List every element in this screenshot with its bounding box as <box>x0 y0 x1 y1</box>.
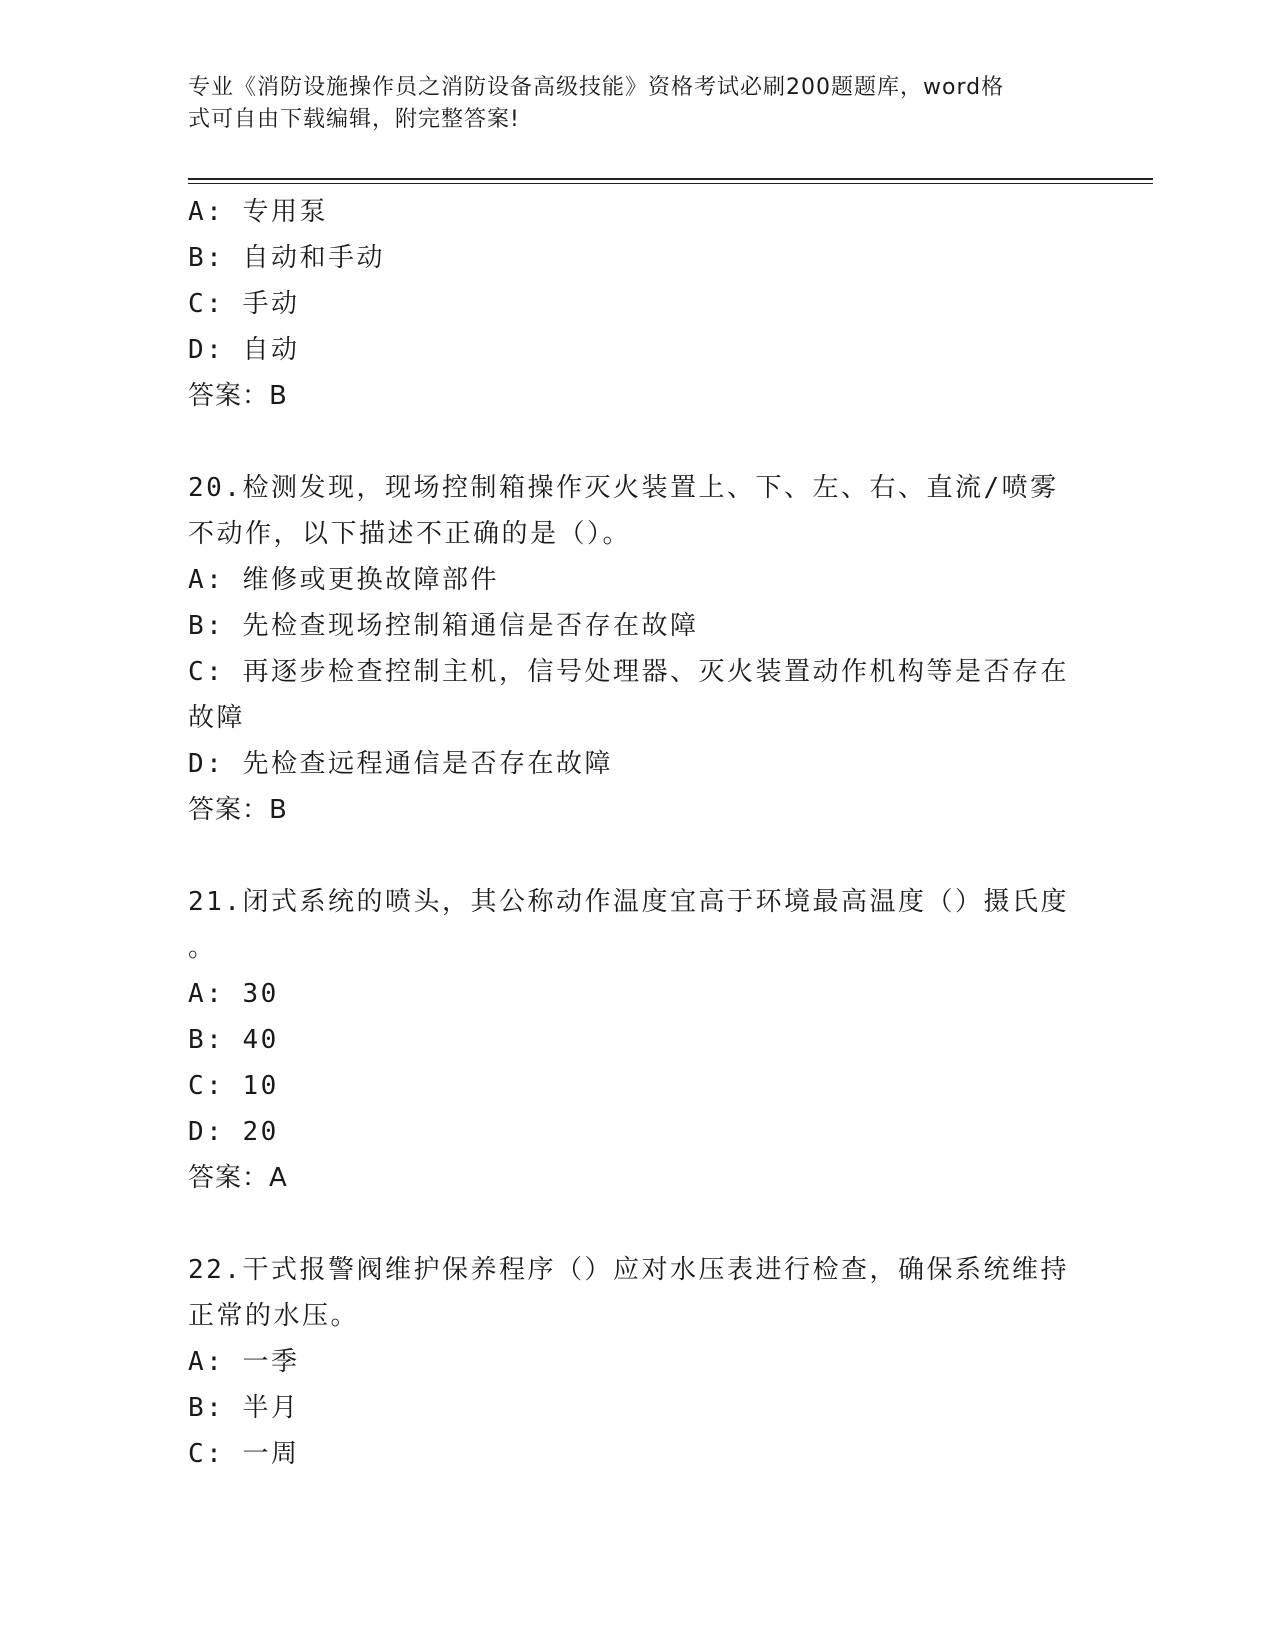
spacer <box>188 1201 1088 1247</box>
question-text-line-1: 21.闭式系统的喷头，其公称动作温度宜高于环境最高温度（）摄氏度 <box>188 887 1069 917</box>
spacer <box>188 833 1088 879</box>
question-text-line-1: 22.干式报警阀维护保养程序（）应对水压表进行检查，确保系统维持 <box>188 1255 1069 1285</box>
option-c: C: 一周 <box>188 1439 300 1469</box>
question-22 <box>188 1247 1088 1477</box>
option-b: B: 40 <box>188 1025 279 1055</box>
header-divider-thin <box>188 183 1153 184</box>
question-21 <box>188 879 1088 1201</box>
question-text-line-2: 不动作，以下描述不正确的是（）。 <box>188 519 632 549</box>
question-19 <box>188 189 1088 419</box>
question-20 <box>188 465 1088 833</box>
document-header <box>188 72 1068 136</box>
header-divider-thick <box>188 178 1153 180</box>
option-c: C: 10 <box>188 1071 279 1101</box>
option-d: D: 先检查远程通信是否存在故障 <box>188 749 613 779</box>
option-c: C: 手动 <box>188 289 300 319</box>
option-c-continued: 故障 <box>188 703 246 733</box>
spacer <box>188 419 1088 465</box>
answer: 答案：A <box>188 1163 288 1193</box>
option-b: B: 自动和手动 <box>188 243 385 273</box>
question-text-line-2: 。 <box>188 933 217 963</box>
option-c: C: 再逐步检查控制主机，信号处理器、灭火装置动作机构等是否存在 <box>188 657 1069 687</box>
answer: 答案：B <box>188 795 288 825</box>
option-b: B: 半月 <box>188 1393 300 1423</box>
option-a: A: 专用泵 <box>188 197 328 227</box>
option-b: B: 先检查现场控制箱通信是否存在故障 <box>188 611 699 641</box>
option-a: A: 维修或更换故障部件 <box>188 565 499 595</box>
answer: 答案：B <box>188 381 288 411</box>
option-a: A: 30 <box>188 979 279 1009</box>
header-line-1: 专业《消防设施操作员之消防设备高级技能》资格考试必刷200题题库，word格 <box>188 75 1005 100</box>
question-text-line-1: 20.检测发现，现场控制箱操作灭火装置上、下、左、右、直流/喷雾 <box>188 473 1059 503</box>
option-d: D: 20 <box>188 1117 279 1147</box>
option-d: D: 自动 <box>188 335 300 365</box>
question-list <box>188 189 1088 1477</box>
question-text-line-2: 正常的水压。 <box>188 1301 360 1331</box>
header-line-2: 式可自由下载编辑，附完整答案! <box>188 107 520 132</box>
option-a: A: 一季 <box>188 1347 300 1377</box>
